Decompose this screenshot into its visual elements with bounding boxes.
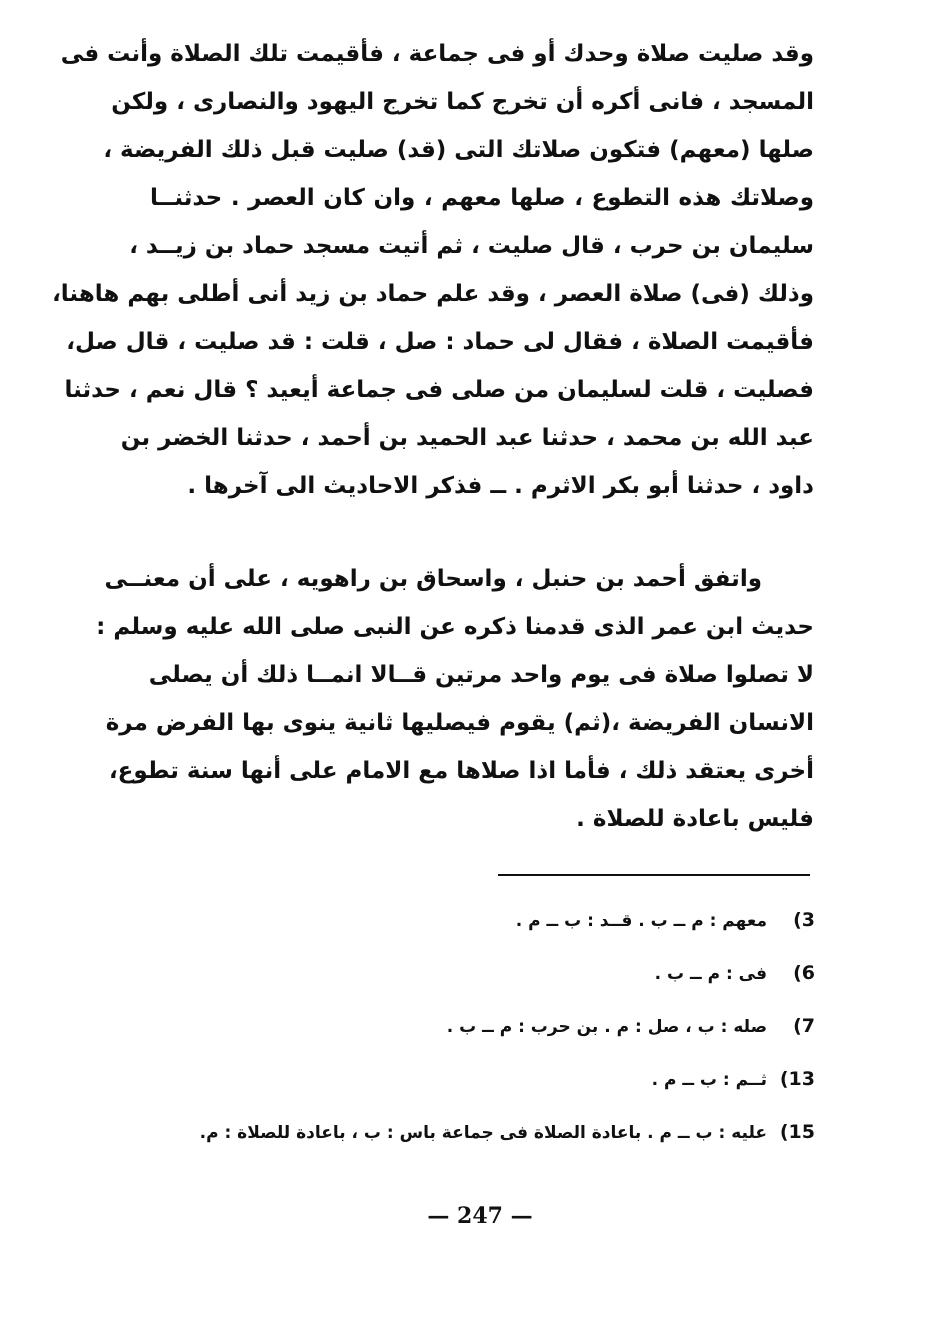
paragraph-1 — [52, 30, 814, 510]
footnotes — [140, 900, 815, 1165]
text-line: الانسان الفريضة ،(ثم) يقوم فيصليها ثانية ينوى بها الفرض مرة — [105, 710, 814, 736]
footnote-separator — [498, 874, 810, 876]
text-line: عبد الله بن محمد ، حدثنا عبد الحميد بن أحمد ، حدثنا الخضر بن — [120, 425, 814, 451]
text-line: صلها (معهم) فتكون صلاتك التى (قد) صليت قبل ذلك الفريضة ، — [103, 137, 814, 163]
text-line: وقد صليت صلاة وحدك أو فى جماعة ، فأقيمت تلك الصلاة وأنت فى — [60, 41, 814, 67]
paragraph-2 — [96, 555, 814, 843]
text-line: أخرى يعتقد ذلك ، فأما اذا صلاها مع الامام على أنها سنة تطوع، — [108, 758, 814, 784]
footnote-text: فى : م ــ ب . — [654, 964, 767, 984]
footnote-number: (13 — [779, 1068, 815, 1090]
footnote-item — [140, 953, 815, 1006]
text-line: واتفق أحمد بن حنبل ، واسحاق بن راهويه ، على أن معنــى — [104, 566, 762, 592]
footnote-number: (6 — [793, 962, 815, 984]
footnote-item — [140, 900, 815, 953]
footnote-item — [140, 1112, 815, 1165]
text-line: داود ، حدثنا أبو بكر الاثرم . ــ فذكر الاحاديث الى آخرها . — [187, 473, 814, 499]
footnote-text: صله : ب ، صل : م . بن حرب : م ــ ب . — [446, 1017, 767, 1037]
text-line: فصليت ، قلت لسليمان من صلى فى جماعة أيعيد ؟ قال نعم ، حدثنا — [64, 377, 814, 403]
text-line: فأقيمت الصلاة ، فقال لى حماد : صل ، قلت : قد صليت ، قال صل، — [66, 329, 814, 355]
text-line: فليس باعادة للصلاة . — [576, 806, 814, 832]
text-line: لا تصلوا صلاة فى يوم واحد مرتين قــالا انمــا ذلك أن يصلى — [148, 662, 814, 688]
footnote-number: (3 — [793, 909, 815, 931]
footnote-text: ثــم : ب ــ م . — [651, 1070, 767, 1090]
text-line: سليمان بن حرب ، قال صليت ، ثم أتيت مسجد حماد بن زيــد ، — [129, 233, 814, 259]
text-line: حديث ابن عمر الذى قدمنا ذكره عن النبى صلى الله عليه وسلم : — [96, 614, 814, 640]
footnote-item — [140, 1059, 815, 1112]
text-line: وصلاتك هذه التطوع ، صلها معهم ، وان كان العصر . حدثنــا — [150, 185, 814, 211]
footnote-text: عليه : ب ــ م . باعادة الصلاة فى جماعة باس : ب ، باعادة للصلاة : م. — [199, 1123, 767, 1143]
text-line: وذلك (فى) صلاة العصر ، وقد علم حماد بن زيد أنى أطلى بهم هاهنا، — [52, 281, 814, 307]
page-number: — 247 — — [427, 1203, 533, 1229]
footnote-number: (15 — [779, 1121, 815, 1143]
footnote-text: معهم : م ــ ب . قــد : ب ــ م . — [515, 911, 767, 931]
text-line: المسجد ، فانى أكره أن تخرج كما تخرج اليهود والنصارى ، ولكن — [111, 89, 814, 115]
footnote-number: (7 — [793, 1015, 815, 1037]
footnote-item — [140, 1006, 815, 1059]
